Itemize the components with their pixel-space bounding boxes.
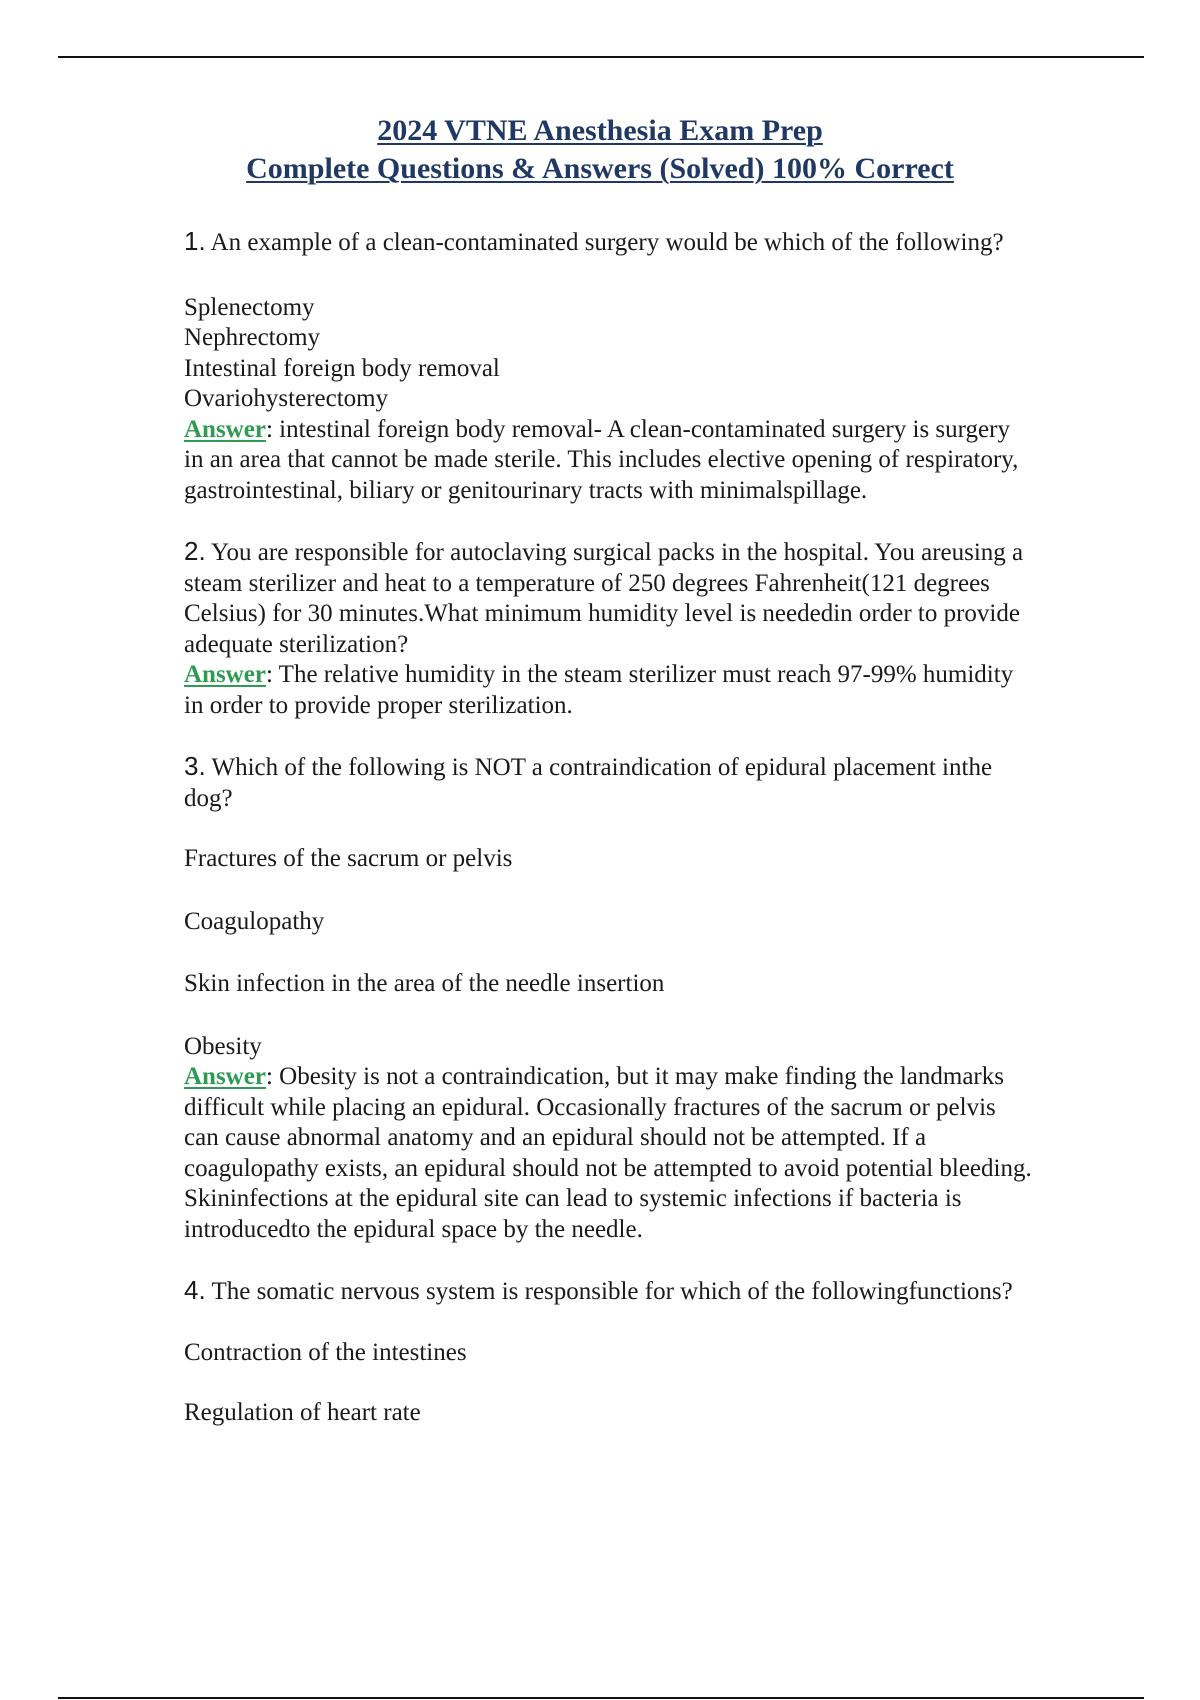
top-rule — [58, 56, 1144, 58]
question-2-stem-line: Celsius) for 30 minutes.What minimum humidity level is neededin order to provide — [184, 600, 1020, 627]
question-4-option: Regulation of heart rate — [184, 1399, 421, 1426]
question-1-option: Splenectomy — [184, 293, 315, 321]
question-2-number: 2. — [184, 536, 206, 566]
question-2-stem-line: adequate sterilization? — [184, 630, 409, 658]
question-1 — [184, 226, 1134, 506]
question-3-answer-line: can cause abnormal anatomy and an epidural should not be attempted. If a — [184, 1124, 927, 1151]
answer-label: Answer — [184, 415, 266, 443]
question-1-option: Ovariohysterectomy — [184, 385, 389, 412]
question-3-option: Coagulopathy — [184, 907, 325, 935]
question-1-number: 1. — [184, 226, 206, 256]
question-3-stem-line: dog? — [184, 784, 233, 812]
question-3-answer-line: introducedto the epidural space by the needle. — [184, 1215, 643, 1243]
question-3-option: Obesity — [184, 1032, 262, 1060]
answer-label: Answer — [184, 1063, 266, 1090]
question-4 — [184, 1275, 1134, 1429]
question-3 — [184, 751, 1134, 1245]
answer-label: Answer — [184, 661, 266, 688]
title-line-1: 2024 VTNE Anesthesia Exam Prep — [377, 114, 823, 147]
question-1-text: An example of a clean-contaminated surgery would be which of the following? — [205, 229, 1004, 256]
question-2 — [184, 536, 1134, 721]
question-1-answer-line: in an area that cannot be made sterile. This includes elective opening of respiratory, — [184, 446, 1019, 473]
question-3-answer-line: coagulopathy exists, an epidural should not be attempted to avoid potential bleeding. — [184, 1154, 1032, 1182]
question-list — [184, 226, 1134, 1429]
question-1-option: Intestinal foreign body removal — [184, 354, 500, 382]
question-2-answer: Answer: The relative humidity in the steam sterilizer must reach 97-99% humidity — [184, 661, 1014, 688]
question-3-option: Skin infection in the area of the needle insertion — [184, 970, 665, 997]
question-2-stem-line: steam sterilizer and heat to a temperature of 250 degrees Fahrenheit(121 degrees — [184, 569, 990, 597]
question-4-option: Contraction of the intestines — [184, 1338, 467, 1366]
question-3-answer: Answer: Obesity is not a contraindication, but it may make finding the landmarks — [184, 1063, 1004, 1090]
question-1-stem — [184, 226, 1134, 259]
question-3-option: Fractures of the sacrum or pelvis — [184, 845, 513, 872]
question-4-number: 4. — [184, 1275, 206, 1305]
question-2-stem: 2. You are responsible for autoclaving surgical packs in the hospital. You areusing a — [184, 536, 1024, 566]
question-1-answer: Answer: intestinal foreign body removal- A clean-contaminated surgery is surgery — [184, 415, 1010, 443]
document-title — [0, 112, 1200, 188]
question-2-answer-line: in order to provide proper sterilization. — [184, 691, 573, 719]
title-line-2: Complete Questions & Answers (Solved) 100% Correct — [246, 152, 954, 185]
question-3-answer-line: difficult while placing an epidural. Occasionally fractures of the sacrum or pelvis — [184, 1093, 996, 1121]
bottom-rule — [58, 1697, 1144, 1699]
question-3-number: 3. — [184, 751, 206, 781]
question-1-answer-line: gastrointestinal, biliary or genitourinary tracts with minimalspillage. — [184, 476, 868, 504]
question-3-answer-line: Skininfections at the epidural site can lead to systemic infections if bacteria is — [184, 1185, 962, 1212]
question-4-stem: 4. The somatic nervous system is responsible for which of the followingfunctions? — [184, 1275, 1013, 1305]
question-3-stem: 3. Which of the following is NOT a contraindication of epidural placement inthe — [184, 751, 993, 781]
question-1-option: Nephrectomy — [184, 324, 321, 351]
